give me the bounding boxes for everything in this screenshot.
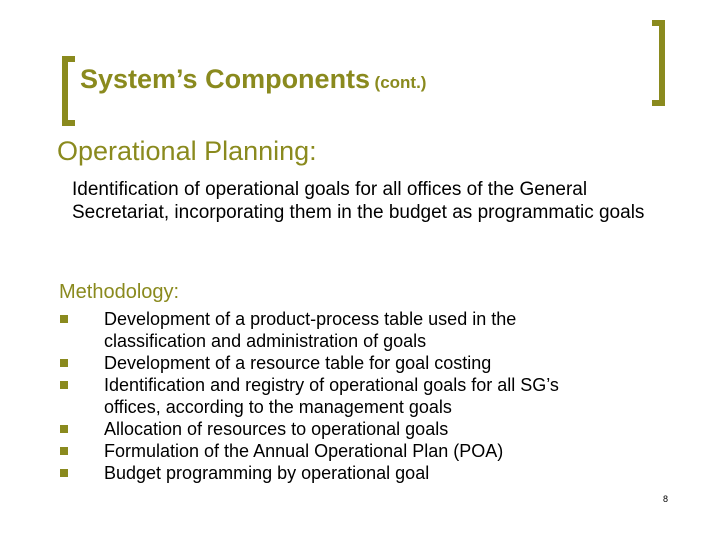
- left-bracket-decoration: [62, 56, 75, 126]
- methodology-item: [58, 374, 668, 418]
- square-bullet-icon: [60, 315, 68, 323]
- methodology-item-line: classification and administration of goals: [104, 331, 427, 351]
- methodology-item-line: Budget programming by operational goal: [104, 463, 430, 483]
- section-heading: Operational Planning:: [57, 136, 317, 166]
- methodology-item-line: Formulation of the Annual Operational Plan (POA): [104, 441, 504, 461]
- methodology-item-line: offices, according to the management goals: [104, 397, 452, 417]
- methodology-item-line: Identification and registry of operational goals for all SG’s: [104, 375, 559, 395]
- slide-title-suffix: (cont.): [374, 73, 427, 92]
- right-bracket-decoration: [652, 20, 665, 106]
- methodology-item: [58, 308, 668, 352]
- square-bullet-icon: [60, 359, 68, 367]
- methodology-item: [58, 462, 668, 484]
- methodology-item: [58, 352, 668, 374]
- methodology-item: [58, 440, 668, 462]
- slide-title: [80, 66, 426, 93]
- page-number: 8: [663, 494, 669, 504]
- square-bullet-icon: [60, 381, 68, 389]
- methodology-item-line: Development of a product-process table used in the: [104, 309, 517, 329]
- methodology-item-line: Allocation of resources to operational goals: [104, 419, 449, 439]
- square-bullet-icon: [60, 425, 68, 433]
- methodology-heading: Methodology:: [59, 281, 180, 303]
- methodology-item: [58, 418, 668, 440]
- section-description: Identification of operational goals for all offices of the General Secretariat, incorporating them in the budget as programmatic goals: [72, 179, 645, 223]
- methodology-list: [58, 308, 668, 484]
- square-bullet-icon: [60, 447, 68, 455]
- square-bullet-icon: [60, 469, 68, 477]
- slide-title-main: System’s Components: [80, 64, 371, 94]
- methodology-item-line: Development of a resource table for goal costing: [104, 353, 492, 373]
